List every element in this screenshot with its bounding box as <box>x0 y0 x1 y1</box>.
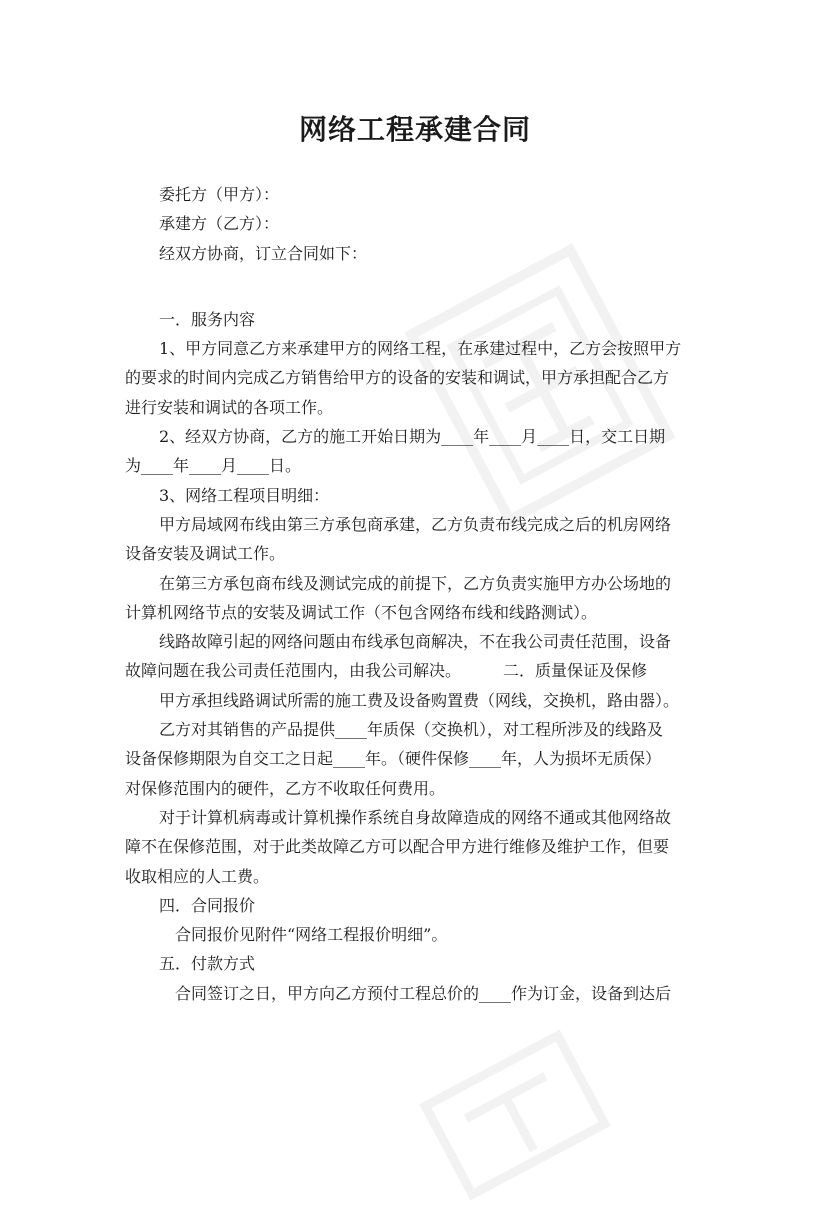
item2-line: 为____年____月____日。 <box>125 456 302 476</box>
section2-p2-line: 乙方对其销售的产品提供____年质保（交换机），对工程所涉及的线路及 <box>159 720 664 740</box>
section2-p3-line: 收取相应的人工费。 <box>125 866 270 886</box>
item1-line: 进行安装和调试的各项工作。 <box>125 397 334 417</box>
section2-p1: 甲方承担线路调试所需的施工费及设备购置费（网线，交换机，路由器）。 <box>159 690 680 710</box>
party-b-line: 承建方（乙方）： <box>159 214 280 234</box>
item3-title: 3、网络工程项目明细： <box>159 485 330 505</box>
item3-p1-line: 甲方局域网布线由第三方承包商承建，乙方负责布线完成之后的机房网络 <box>159 514 672 534</box>
item1-line: 的要求的时间内完成乙方销售给甲方的设备的安装和调试，甲方承担配合乙方 <box>125 368 670 388</box>
item3-p2-line: 计算机网络节点的安装及调试工作（不包含网络布线和线路测试）。 <box>125 602 598 622</box>
section2-p3-line: 障不在保修范围，对于此类故障乙方可以配合甲方进行维修及维护工作，但要 <box>125 837 670 857</box>
document-body <box>125 180 715 1008</box>
section4-text: 合同报价见附件“网络工程报价明细”。 <box>175 925 448 945</box>
section5-text: 合同签订之日，甲方向乙方预付工程总价的____作为订金，设备到达后 <box>175 983 672 1003</box>
item3-p3-line2 <box>125 656 715 685</box>
item3-p3-text: 故障问题在我公司责任范围内，由我公司解决。 <box>125 661 462 681</box>
item3-p3-line: 线路故障引起的网络问题由布线承包商解决，不在我公司责任范围，设备 <box>159 632 672 652</box>
item3-p2-line: 在第三方承包商布线及测试完成的前提下，乙方负责实施甲方办公场地的 <box>159 573 672 593</box>
paragraph-gap <box>125 268 715 305</box>
intro-line: 经双方协商，订立合同如下： <box>159 243 368 263</box>
section5-heading: 五．付款方式 <box>159 954 256 974</box>
page-title: 网络工程承建合同 <box>298 113 531 146</box>
item1-line: 1、甲方同意乙方来承建甲方的网络工程，在承建过程中，乙方会按照甲方 <box>159 339 682 359</box>
section2-heading: 二．质量保证及保修 <box>503 661 648 681</box>
section2-p2-line: 设备保修期限为自交工之日起____年。（硬件保修____年，人为损坏无质保） <box>125 749 662 769</box>
item2-line: 2、经双方协商，乙方的施工开始日期为____年____月____日，交工日期 <box>159 427 666 447</box>
section2-p3-line: 对于计算机病毒或计算机操作系统自身故障造成的网络不通或其他网络故 <box>159 807 672 827</box>
item3-p1-line: 设备安装及调试工作。 <box>125 544 286 564</box>
watermark-graphic-bottom <box>412 1022 618 1208</box>
section1-heading: 一．服务内容 <box>159 309 256 329</box>
party-a-line: 委托方（甲方）： <box>159 185 280 204</box>
section4-heading: 四．合同报价 <box>159 895 256 915</box>
section2-p2-line: 对保修范围内的硬件，乙方不收取任何费用。 <box>125 778 446 798</box>
